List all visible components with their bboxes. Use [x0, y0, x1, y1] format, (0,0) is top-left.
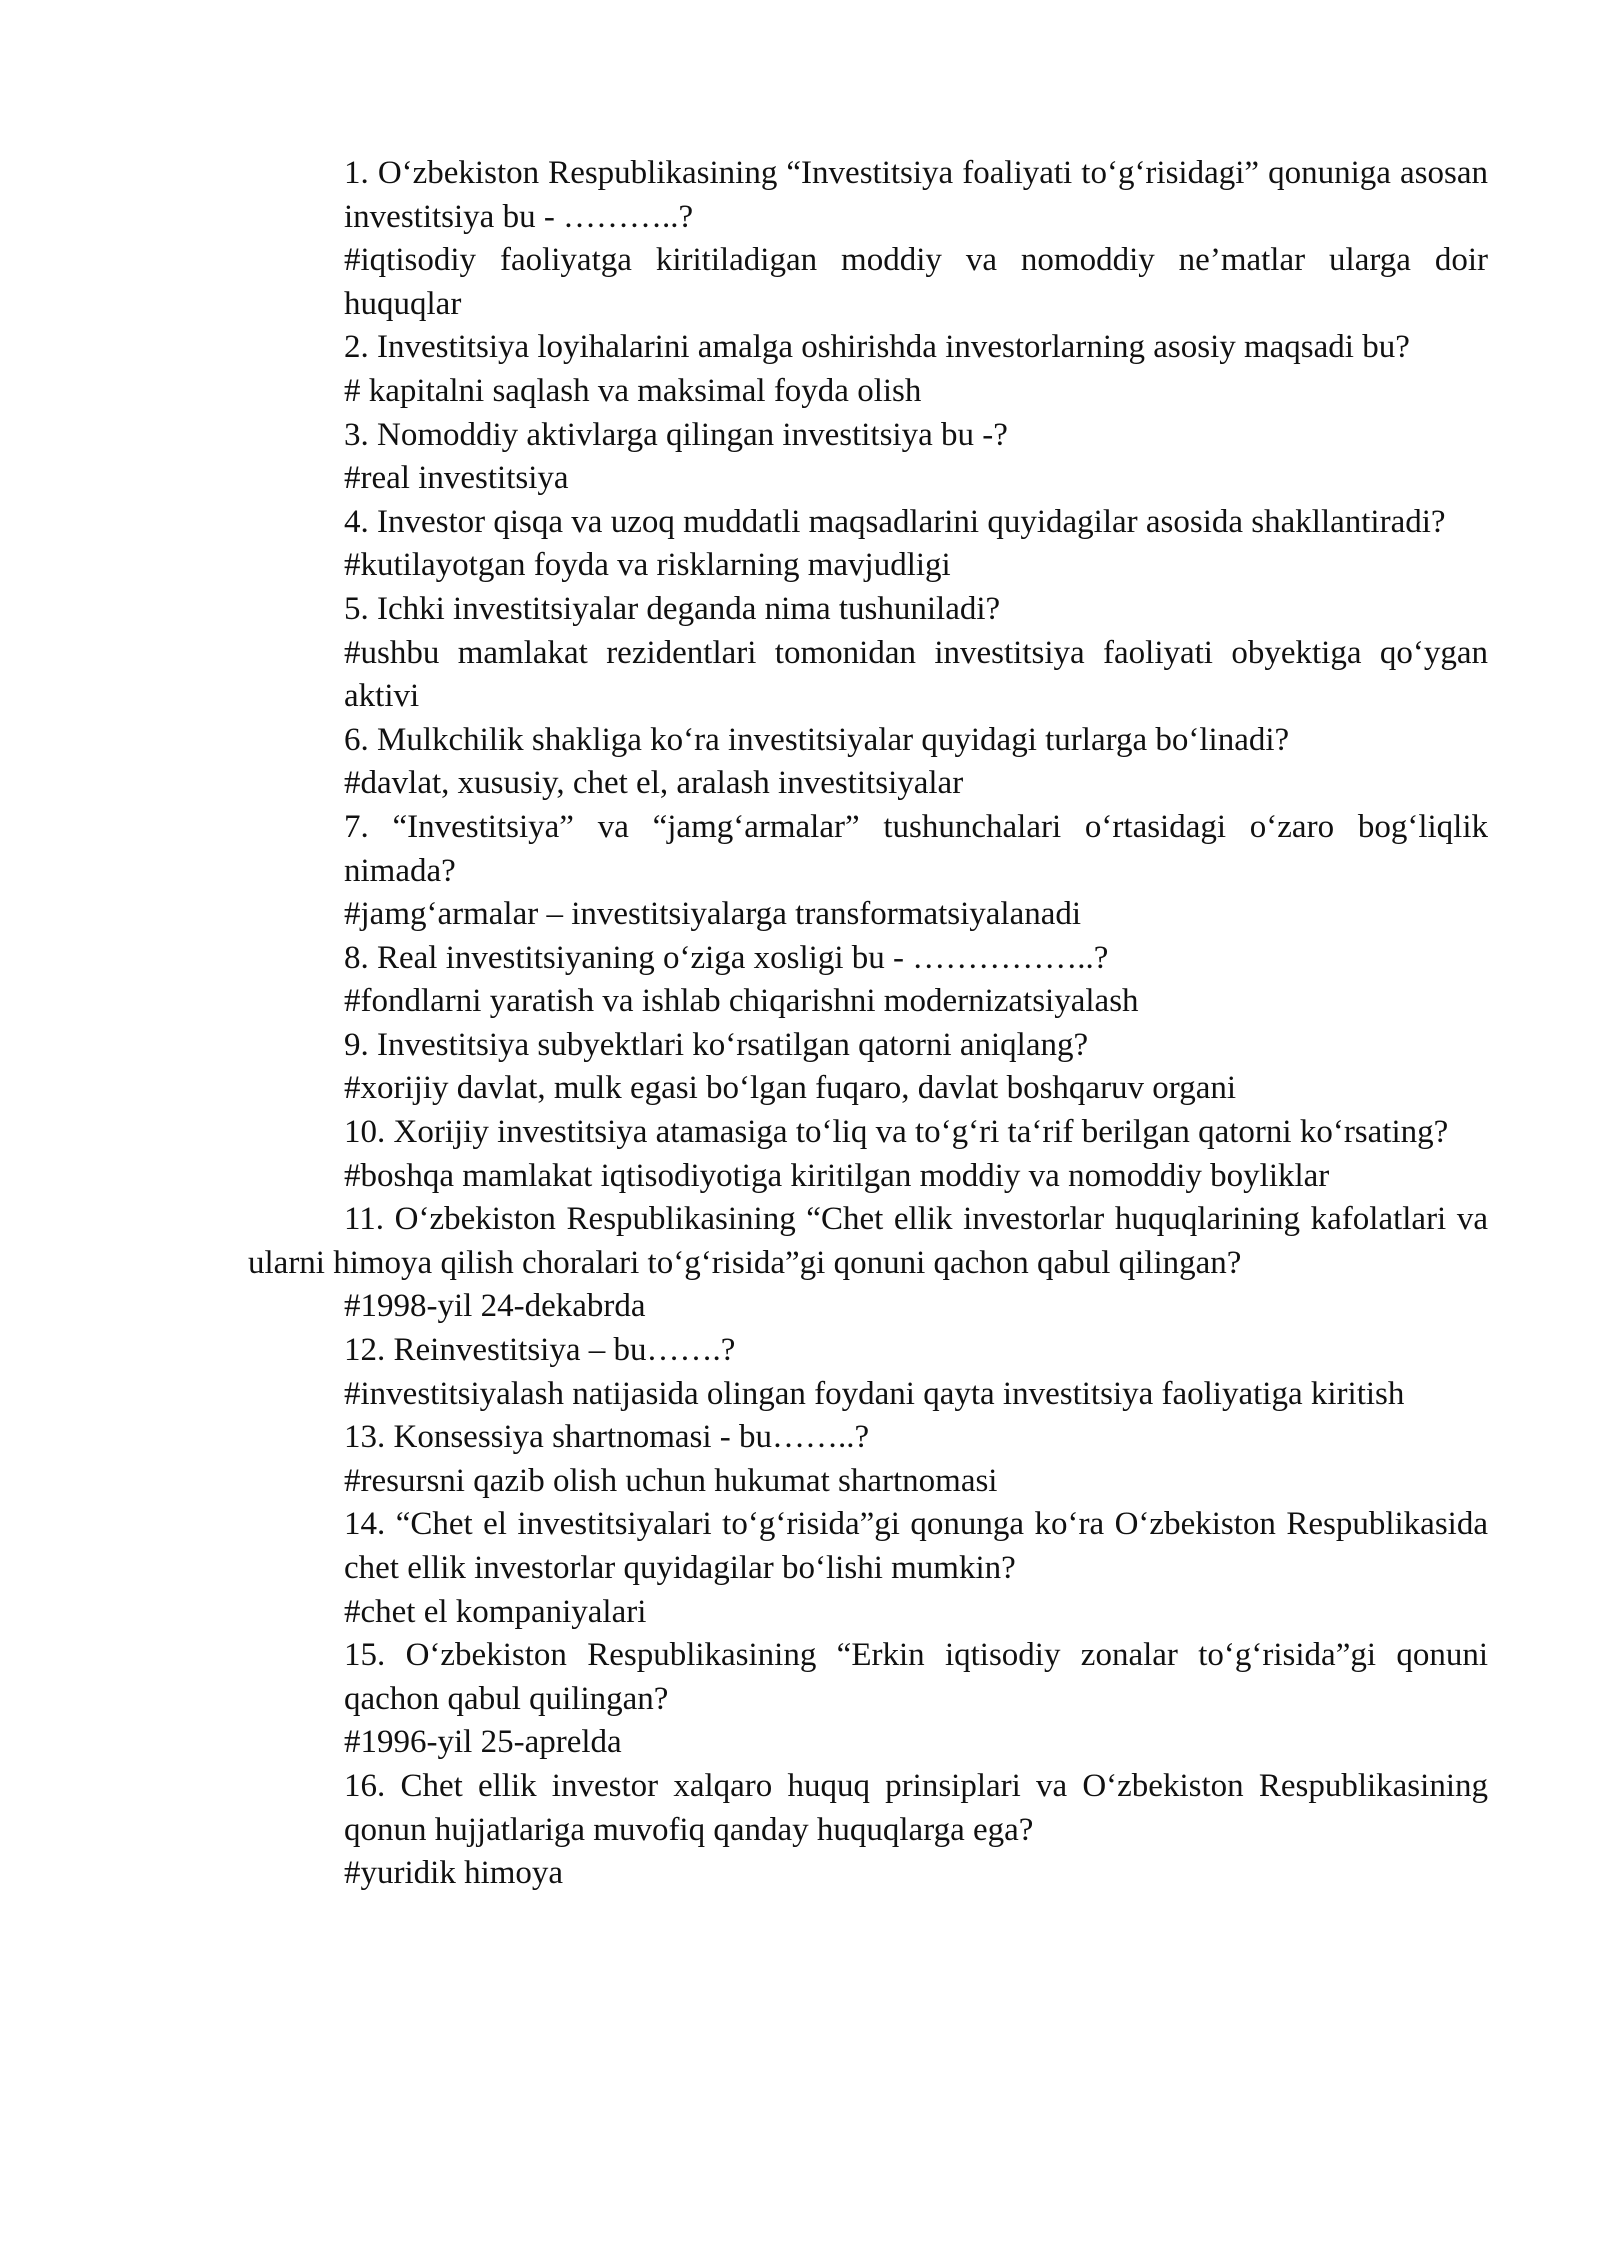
- question-3: 3. Nomoddiy aktivlarga qilingan investitsiya bu -?: [344, 416, 1008, 453]
- question-12: 12. Reinvestitsiya – bu…….?: [344, 1332, 736, 1369]
- answer-6: #davlat, xususiy, chet el, aralash investitsiyalar: [344, 765, 964, 802]
- question-14: 14. “Chet el investitsiyalari to‘g‘risida”gi qonunga ko‘ra O‘zbekiston Respublikasida chet ellik investorlar quyidagilar bo‘lishi mumkin?: [344, 1506, 1488, 1586]
- answer-3: #real investitsiya: [344, 460, 569, 497]
- answer-9: #xorijiy davlat, mulk egasi bo‘lgan fuqaro, davlat boshqaruv organi: [344, 1070, 1237, 1107]
- question-11: 11. O‘zbekiston Respublikasining “Chet ellik investorlar huquqlarining kafolatlari va ularni himoya qilish choralari to‘g‘risida”gi qonuni qachon qabul qilingan?: [248, 1201, 1488, 1281]
- answer-2: # kapitalni saqlash va maksimal foyda olish: [344, 372, 922, 409]
- answer-13: #resursni qazib olish uchun hukumat shartnomasi: [344, 1462, 998, 1499]
- answer-8: #fondlarni yaratish va ishlab chiqarishni modernizatsiyalash: [344, 983, 1139, 1020]
- answer-14: #chet el kompaniyalari: [344, 1593, 647, 1630]
- answer-1: #iqtisodiy faoliyatga kiritiladigan moddiy va nomoddiy ne’matlar ularga doir huquqlar: [344, 242, 1488, 322]
- question-7: 7. “Investitsiya” va “jamg‘armalar” tushunchalari o‘rtasidagi o‘zaro bog‘liqlik nimada?: [344, 808, 1488, 889]
- answer-12: #investitsiyalash natijasida olingan foydani qayta investitsiya faoliyatiga kiritish: [344, 1375, 1405, 1412]
- question-13: 13. Konsessiya shartnomasi - bu……..?: [344, 1419, 870, 1456]
- answer-7: #jamg‘armalar – investitsiyalarga transformatsiyalanadi: [344, 896, 1082, 933]
- question-list: [248, 152, 1488, 1896]
- question-8: 8. Real investitsiyaning o‘ziga xosligi bu - ……………..?: [344, 939, 1109, 976]
- question-6: 6. Mulkchilik shakliga ko‘ra investitsiyalar quyidagi turlarga bo‘linadi?: [344, 721, 1290, 758]
- answer-15: #1996-yil 25-aprelda: [344, 1724, 622, 1761]
- question-5: 5. Ichki investitsiyalar deganda nima tushuniladi?: [344, 590, 1001, 627]
- question-9: 9. Investitsiya subyektlari ko‘rsatilgan qatorni aniqlang?: [344, 1026, 1089, 1063]
- question-1: 1. O‘zbekiston Respublikasining “Investitsiya foaliyati to‘g‘risidagi” qonuniga asosan investitsiya bu - ………..?: [344, 155, 1488, 235]
- question-4: 4. Investor qisqa va uzoq muddatli maqsadlarini quyidagilar asosida shakllantiradi?: [344, 503, 1446, 540]
- answer-10: #boshqa mamlakat iqtisodiyotiga kiritilgan moddiy va nomoddiy boyliklar: [344, 1157, 1330, 1194]
- answer-5: #ushbu mamlakat rezidentlari tomonidan investitsiya faoliyati obyektiga qo‘ygan aktivi: [344, 634, 1488, 715]
- answer-16: #yuridik himoya: [344, 1855, 564, 1892]
- answer-4: #kutilayotgan foyda va risklarning mavjudligi: [344, 547, 951, 584]
- question-2: 2. Investitsiya loyihalarini amalga oshirishda investorlarning asosiy maqsadi bu?: [344, 329, 1410, 366]
- question-16: 16. Chet ellik investor xalqaro huquq prinsiplari va O‘zbekiston Respublikasining qonun hujjatlariga muvofiq qanday huquqlarga ega?: [344, 1767, 1488, 1848]
- answer-11: #1998-yil 24-dekabrda: [344, 1288, 646, 1325]
- question-10: 10. Xorijiy investitsiya atamasiga to‘liq va to‘g‘ri ta‘rif berilgan qatorni ko‘rsating?: [344, 1114, 1449, 1151]
- question-15: 15. O‘zbekiston Respublikasining “Erkin iqtisodiy zonalar to‘g‘risida”gi qonuni qachon qabul quilingan?: [344, 1637, 1488, 1717]
